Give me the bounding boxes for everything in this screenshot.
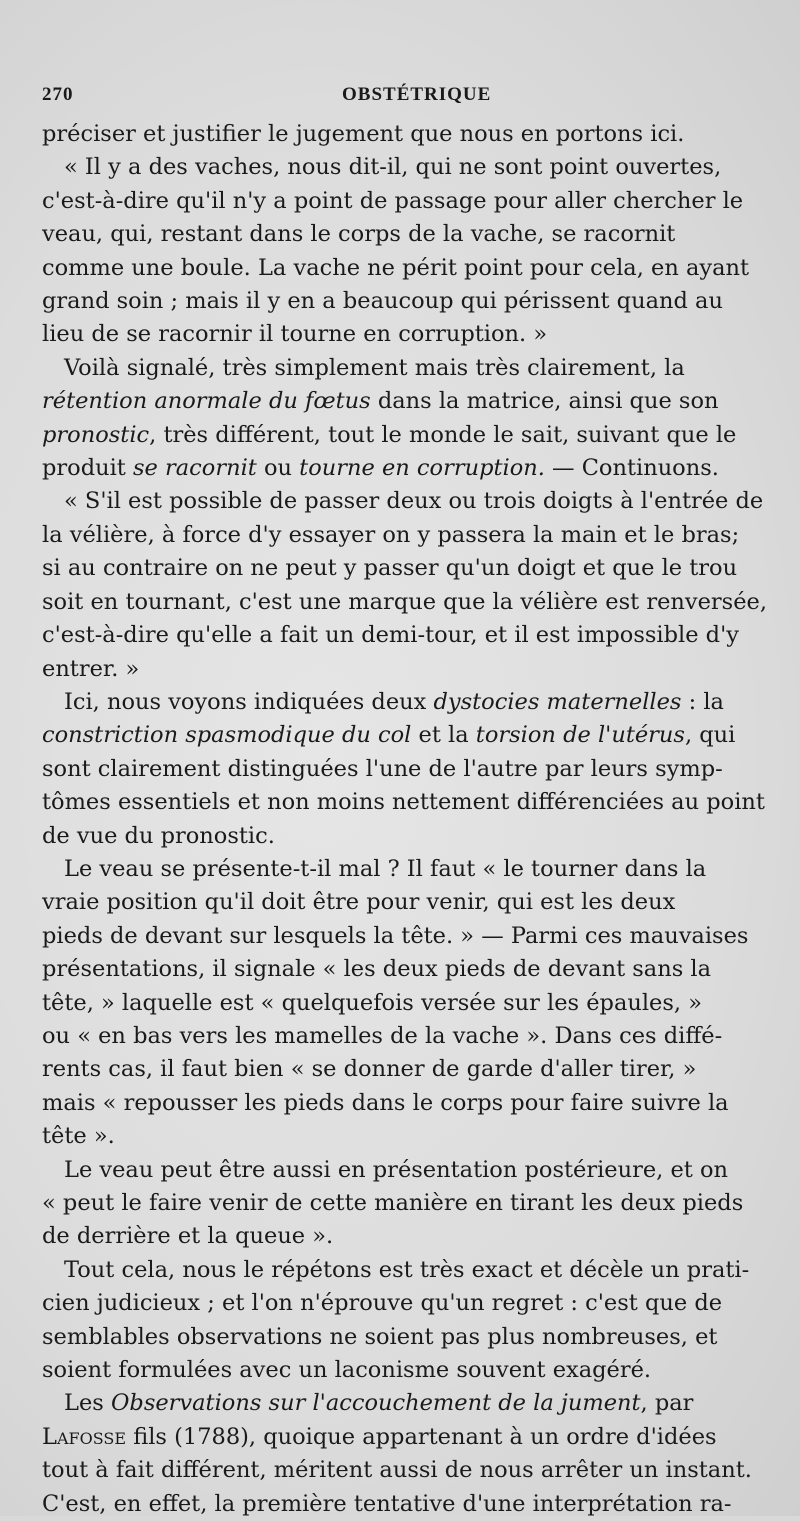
text-line — [42, 987, 770, 1020]
text-segment: la vélière, à force d'y essayer on y passera la main et le bras; — [42, 521, 740, 548]
text-line — [42, 1154, 770, 1187]
text-line — [42, 252, 770, 285]
text-line — [42, 753, 770, 786]
text-line — [42, 118, 770, 151]
text-segment: Les — [64, 1390, 111, 1417]
text-line — [42, 519, 770, 552]
text-segment: tômes essentiels et non moins nettement différenciées au point — [42, 789, 765, 816]
text-line — [42, 185, 770, 218]
italic-text: se racornit — [133, 455, 257, 482]
text-line — [42, 686, 770, 719]
text-segment: sont clairement distinguées l'une de l'autre par leurs symp- — [42, 755, 723, 782]
text-line — [42, 853, 770, 886]
text-segment: grand soin ; mais il y en a beaucoup qui périssent quand au — [42, 288, 723, 315]
text-segment: c'est-à-dire qu'elle a fait un demi-tour, et il est impossible d'y — [42, 622, 739, 649]
text-line — [42, 820, 770, 853]
running-head — [42, 78, 770, 112]
body-text — [42, 118, 770, 1521]
text-line — [42, 953, 770, 986]
text-segment: , par — [640, 1390, 694, 1417]
text-segment: c'est-à-dire qu'il n'y a point de passage pour aller chercher le — [42, 187, 744, 214]
text-segment: veau, qui, restant dans le corps de la vache, se racornit — [42, 221, 676, 248]
text-segment: produit — [42, 455, 133, 482]
text-line — [42, 318, 770, 351]
text-segment: Tout cela, nous le répétons est très exact et décèle un prati- — [64, 1256, 750, 1283]
text-segment: pieds de devant sur lesquels la tête. » — Parmi ces mauvaises — [42, 922, 749, 949]
text-segment: cien judicieux ; et l'on n'éprouve qu'un regret : c'est que de — [42, 1290, 723, 1317]
text-segment: tête ». — [42, 1123, 115, 1150]
text-segment: « Il y a des vaches, nous dit-il, qui ne sont point ouvertes, — [64, 154, 722, 181]
text-segment: fils (1788), quoique appartenant à un ordre d'idées — [126, 1423, 717, 1450]
text-line — [42, 485, 770, 518]
text-segment: Le veau se présente-t-il mal ? Il faut « le tourner dans la — [64, 855, 707, 882]
text-segment: préciser et justifier le jugement que nous en portons ici. — [42, 121, 685, 147]
text-line — [42, 1220, 770, 1253]
page-number: 270 — [42, 84, 74, 105]
running-title: OBSTÉTRIQUE — [342, 84, 492, 105]
text-segment: vraie position qu'il doit être pour venir, qui est les deux — [42, 889, 676, 916]
text-segment: Ici, nous voyons indiquées deux — [64, 688, 434, 715]
text-line — [42, 1421, 770, 1454]
text-segment: — Continuons. — [544, 455, 719, 482]
text-segment: , qui — [684, 722, 736, 749]
text-segment: de derrière et la queue ». — [42, 1223, 334, 1250]
text-line — [42, 920, 770, 953]
text-segment: lieu de se racornir il tourne en corruption. » — [42, 321, 548, 348]
text-segment: semblables observations ne soient pas plus nombreuses, et — [42, 1323, 718, 1350]
text-line — [42, 218, 770, 251]
text-line — [42, 1020, 770, 1053]
small-caps-name: Lafosse — [42, 1423, 127, 1450]
text-segment: et la — [411, 722, 476, 749]
italic-text: torsion de l'utérus — [475, 722, 685, 749]
italic-text: dystocies maternelles — [433, 688, 682, 715]
text-line — [42, 452, 770, 485]
text-line — [42, 1287, 770, 1320]
text-segment: ou « en bas vers les mamelles de la vache ». Dans ces diffé- — [42, 1022, 723, 1049]
text-segment: « S'il est possible de passer deux ou trois doigts à l'entrée de — [64, 488, 764, 515]
italic-text: pronostic — [42, 421, 150, 448]
text-segment: dans la matrice, ainsi que son — [370, 388, 719, 415]
text-line — [42, 619, 770, 652]
text-line — [42, 352, 770, 385]
text-segment: si au contraire on ne peut y passer qu'un doigt et que le trou — [42, 555, 738, 582]
text-segment: rents cas, il faut bien « se donner de garde d'aller tirer, » — [42, 1056, 697, 1083]
text-segment: : la — [681, 688, 724, 715]
text-line — [42, 1254, 770, 1287]
text-line — [42, 552, 770, 585]
text-segment: soit en tournant, c'est une marque que la vélière est renversée, — [42, 588, 767, 615]
text-segment: C'est, en effet, la première tentative d'une interprétation ra- — [42, 1490, 732, 1517]
text-line — [42, 151, 770, 184]
text-line — [42, 1354, 770, 1387]
text-segment: Voilà signalé, très simplement mais très clairement, la — [64, 354, 685, 381]
text-segment: , très différent, tout le monde le sait, suivant que le — [149, 421, 737, 448]
italic-text: rétention anormale du fœtus — [42, 388, 371, 415]
text-line — [42, 719, 770, 752]
text-line — [42, 1387, 770, 1420]
text-line — [42, 586, 770, 619]
text-segment: Le veau peut être aussi en présentation postérieure, et on — [64, 1156, 729, 1183]
italic-text: constriction spasmodique du col — [42, 722, 412, 749]
text-segment: mais « repousser les pieds dans le corps pour faire suivre la — [42, 1089, 729, 1116]
text-line — [42, 653, 770, 686]
text-line — [42, 1120, 770, 1153]
text-segment: tête, » laquelle est « quelquefois versée sur les épaules, » — [42, 989, 702, 1016]
text-segment: soient formulées avec un laconisme souvent exagéré. — [42, 1357, 652, 1384]
text-segment: de vue du pronostic. — [42, 822, 275, 849]
text-line — [42, 1053, 770, 1086]
text-line — [42, 1321, 770, 1354]
text-segment: ou — [256, 455, 300, 482]
italic-text: Observations sur l'accouchement de la jument — [110, 1390, 641, 1417]
text-line — [42, 786, 770, 819]
text-segment: « peut le faire venir de cette manière en tirant les deux pieds — [42, 1190, 744, 1216]
text-segment: entrer. » — [42, 655, 140, 682]
text-segment: comme une boule. La vache ne périt point pour cela, en ayant — [42, 254, 750, 281]
italic-text: tourne en corruption. — [299, 455, 545, 482]
text-segment: tout à fait différent, méritent aussi de nous arrêter un instant. — [42, 1457, 752, 1484]
text-segment: présentations, il signale « les deux pieds de devant sans la — [42, 956, 712, 983]
text-line — [42, 419, 770, 452]
text-line — [42, 385, 770, 418]
text-line — [42, 1087, 770, 1120]
text-line — [42, 886, 770, 919]
text-line — [42, 285, 770, 318]
text-line — [42, 1454, 770, 1487]
text-line — [42, 1187, 770, 1220]
